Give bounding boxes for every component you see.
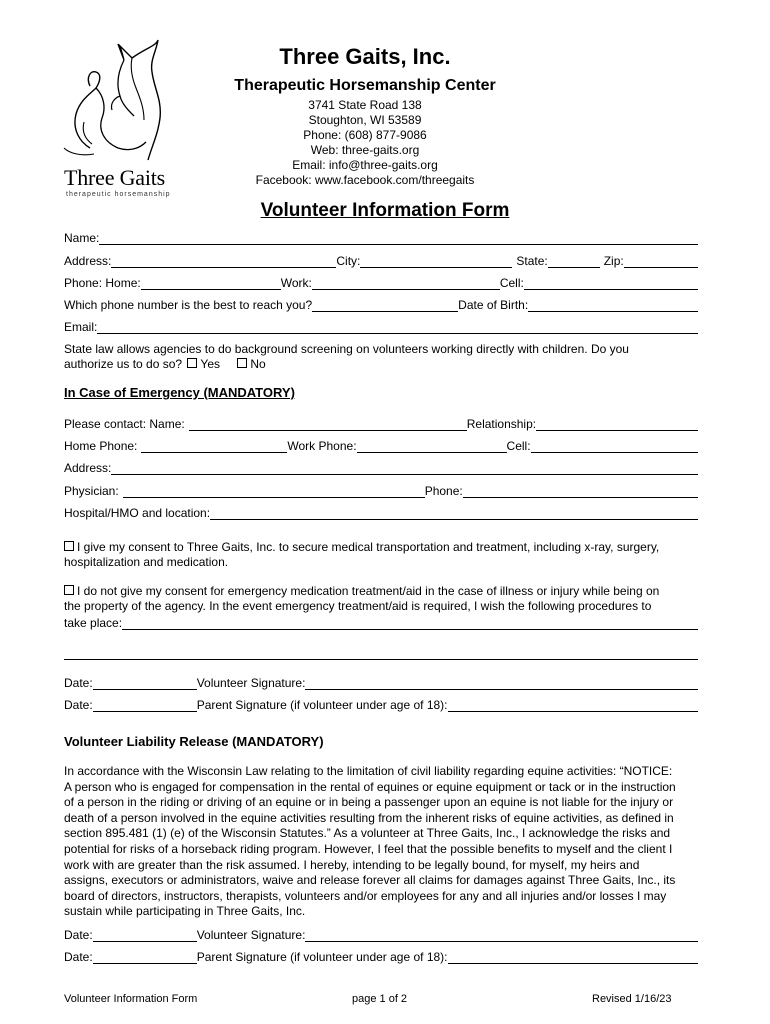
procedures-row <box>64 614 698 630</box>
best-phone-label: Which phone number is the best to reach you? <box>64 298 313 312</box>
parent-signature-label: Parent Signature (if volunteer under age of 18): <box>196 950 448 964</box>
org-address-line2: Stoughton, WI 53589 <box>308 113 422 127</box>
liability-line: In accordance with the Wisconsin Law relating to the limitation of civil liability regarding equine activities: “NOTICE: <box>64 764 673 778</box>
physician-phone-field[interactable] <box>463 484 698 498</box>
date-field[interactable] <box>93 676 197 690</box>
email-row <box>64 318 698 334</box>
address-label: Address: <box>64 254 112 268</box>
footer-form-name: Volunteer Information Form <box>64 993 198 1005</box>
parent-signature-field[interactable] <box>448 698 698 712</box>
cell-phone-field[interactable] <box>524 276 698 290</box>
parent-signature-field[interactable] <box>448 950 698 964</box>
consent-text: I give my consent to Three Gaits, Inc. to secure medical transportation and treatment, including x-ray, surgery, <box>77 540 660 554</box>
date-label: Date: <box>64 950 93 964</box>
volunteer-signature-label: Volunteer Signature: <box>196 676 306 690</box>
home-phone-field[interactable] <box>141 276 281 290</box>
volunteer-signature-field[interactable] <box>305 928 698 942</box>
work-phone-label: Work: <box>280 276 312 290</box>
no-label: No <box>250 357 266 371</box>
emergency-home-phone-label: Home Phone: <box>64 439 138 453</box>
zip-label: Zip: <box>603 254 624 268</box>
emergency-cell-field[interactable] <box>531 439 698 453</box>
liability-text <box>64 764 704 920</box>
background-check-line2 <box>64 357 704 372</box>
date-field[interactable] <box>93 928 197 942</box>
liability-line: of a person in the riding or driving of an equine or in being a passenger upon an equine is not liable for the injury or <box>64 795 674 810</box>
liability-line: potential for risks of a horseback riding program. However, I feel that the possible benefits to myself and the client I <box>64 841 673 856</box>
footer-revised-date: Revised 1/16/23 <box>592 993 672 1005</box>
consent-checkbox[interactable] <box>64 541 74 551</box>
logo <box>60 38 188 202</box>
liability-line: section 895.481 (1) (e) of the Wisconsin Statutes.” As a volunteer at Three Gaits, Inc., I acknowledge the risks and <box>64 826 671 841</box>
volunteer-signature-row-2 <box>64 926 698 942</box>
logo-name: Three Gaits <box>64 165 166 190</box>
date-field[interactable] <box>93 698 197 712</box>
liability-line: sustain while participating in Three Gaits, Inc. <box>64 904 306 919</box>
best-phone-field[interactable] <box>312 298 458 312</box>
consent-block <box>64 540 704 570</box>
volunteer-signature-field[interactable] <box>305 676 698 690</box>
physician-label: Physician: <box>64 484 119 498</box>
procedures-label: take place: <box>64 616 123 630</box>
org-address-line1: 3741 State Road 138 <box>308 98 422 112</box>
org-subtitle: Therapeutic Horsemanship Center <box>234 77 496 94</box>
address-field[interactable] <box>111 254 336 268</box>
background-check-line1: State law allows agencies to do background screening on volunteers working directly with children. Do you <box>64 342 629 356</box>
liability-line: death of a person involved in the equine activities resulting from the inherent risks of equine activities, as defined in <box>64 810 674 825</box>
state-field[interactable] <box>548 254 600 268</box>
org-email: Email: info@three-gaits.org <box>292 158 438 172</box>
city-field[interactable] <box>360 254 512 268</box>
relationship-label: Relationship: <box>466 417 537 431</box>
org-facebook: Facebook: www.facebook.com/threegaits <box>255 173 475 187</box>
liability-line: assigns, executors or administrators, waive and release forever all claims for damages against Three Gaits, Inc., its <box>64 873 676 888</box>
emergency-work-phone-label: Work Phone: <box>287 439 357 453</box>
date-label: Date: <box>64 698 93 712</box>
no-consent-text: I do not give my consent for emergency medication treatment/aid in the case of illness or injury while being on <box>77 584 660 598</box>
contact-name-field[interactable] <box>189 417 467 431</box>
emergency-cell-label: Cell: <box>506 439 531 453</box>
parent-signature-row-1 <box>64 696 698 712</box>
form-title: Volunteer Information Form <box>260 200 510 221</box>
yes-label: Yes <box>200 357 220 371</box>
work-phone-field[interactable] <box>312 276 500 290</box>
hospital-row <box>64 504 698 520</box>
physician-field[interactable] <box>123 484 425 498</box>
procedures-row-2 <box>64 644 698 660</box>
volunteer-signature-label: Volunteer Signature: <box>196 928 306 942</box>
background-question: authorize us to do so? <box>64 357 183 371</box>
name-label: Name: <box>64 231 100 245</box>
liability-line: A person who is engaged for compensation in the rental of equines or equine equipment or tack or in the instruction <box>64 779 676 794</box>
city-label: City: <box>336 254 361 268</box>
name-row <box>64 229 698 245</box>
state-label: State: <box>516 254 548 268</box>
hospital-field[interactable] <box>210 506 698 520</box>
relationship-field[interactable] <box>536 417 698 431</box>
no-consent-line2: the property of the agency. In the event emergency treatment/aid is required, I wish the following procedures to <box>64 599 652 613</box>
best-phone-row <box>64 296 698 312</box>
emergency-phone-row <box>64 437 698 453</box>
parent-signature-label: Parent Signature (if volunteer under age of 18): <box>196 698 448 712</box>
no-consent-line1 <box>64 584 704 599</box>
liability-line: board of directors, instructors, therapists, volunteers and/or employees for any and all injuries and/or losses I may <box>64 888 667 903</box>
date-field[interactable] <box>93 950 197 964</box>
name-field[interactable] <box>99 231 698 245</box>
emergency-contact-row <box>64 415 698 431</box>
liability-line: work with are greater than the risk assumed. I hereby, intending to be legally bound, for myself, my heirs and <box>64 857 640 872</box>
logo-tagline: therapeutic horsemanship <box>66 191 171 198</box>
parent-signature-row-2 <box>64 948 698 964</box>
address-row <box>64 252 698 268</box>
no-consent-checkbox[interactable] <box>64 585 74 595</box>
emergency-address-row <box>64 459 698 475</box>
dob-label: Date of Birth: <box>458 298 529 312</box>
org-web: Web: three-gaits.org <box>310 143 420 157</box>
cell-phone-label: Cell: <box>499 276 524 290</box>
home-phone-label: Phone: Home: <box>64 276 141 290</box>
emergency-heading: In Case of Emergency (MANDATORY) <box>64 385 295 400</box>
org-title: Three Gaits, Inc. <box>279 44 451 69</box>
footer-page-number: page 1 of 2 <box>352 993 408 1005</box>
date-label: Date: <box>64 676 93 690</box>
emergency-home-phone-field[interactable] <box>141 439 287 453</box>
emergency-work-phone-field[interactable] <box>357 439 507 453</box>
emergency-address-field[interactable] <box>111 461 698 475</box>
physician-row <box>64 482 698 498</box>
volunteer-signature-row-1 <box>64 674 698 690</box>
yes-checkbox[interactable] <box>187 358 197 368</box>
zip-field[interactable] <box>624 254 698 268</box>
date-label: Date: <box>64 928 93 942</box>
contact-name-label: Please contact: Name: <box>64 417 185 431</box>
procedures-field[interactable] <box>122 616 698 630</box>
liability-heading: Volunteer Liability Release (MANDATORY) <box>64 734 324 749</box>
dob-field[interactable] <box>528 298 698 312</box>
org-phone: Phone: (608) 877-9086 <box>303 128 427 142</box>
phone-row <box>64 274 698 290</box>
email-label: Email: <box>64 320 98 334</box>
no-checkbox[interactable] <box>237 358 247 368</box>
no-consent-block <box>64 584 704 614</box>
email-field[interactable] <box>97 320 698 334</box>
emergency-address-label: Address: <box>64 461 112 475</box>
hospital-label: Hospital/HMO and location: <box>64 506 211 520</box>
consent-line1 <box>64 540 704 555</box>
background-check-text <box>64 342 704 372</box>
consent-line2: hospitalization and medication. <box>64 555 229 569</box>
horse-logo-icon <box>60 38 188 168</box>
procedures-field-2[interactable] <box>64 646 698 660</box>
physician-phone-label: Phone: <box>424 484 463 498</box>
